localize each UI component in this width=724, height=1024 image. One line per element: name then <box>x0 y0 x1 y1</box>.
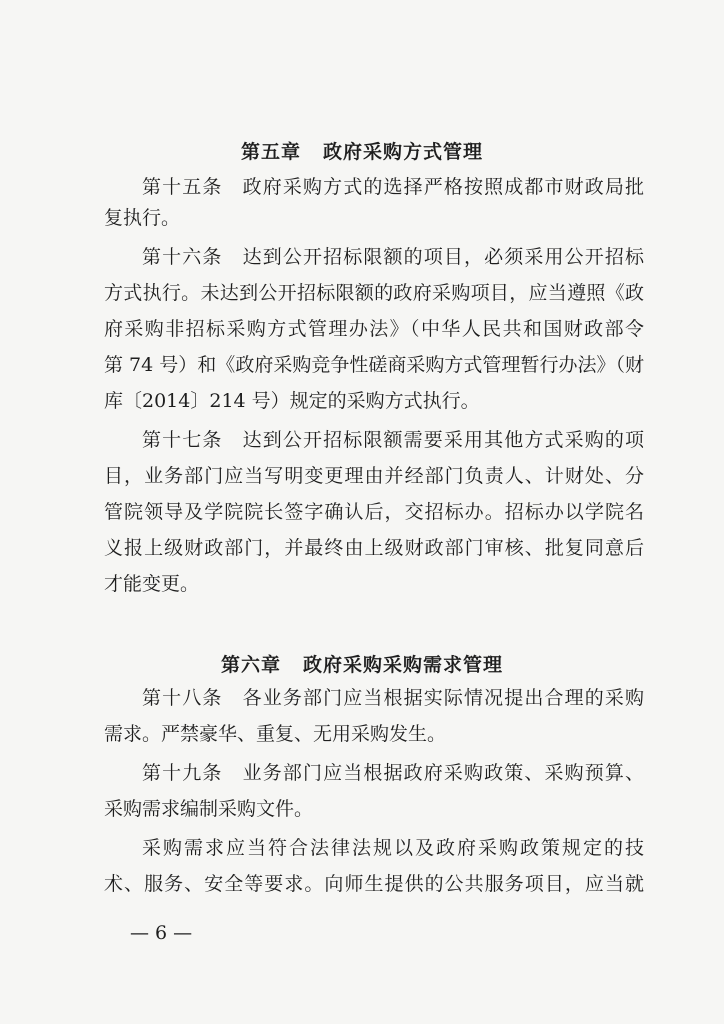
paragraph-line: 第 74 号）和《政府采购竞争性磋商采购方式管理暂行办法》（财 <box>104 354 644 376</box>
paragraph-line: 采购需求应当符合法律法规以及政府采购政策规定的技 <box>142 837 644 859</box>
paragraph-line: 第十六条 达到公开招标限额的项目，必须采用公开招标 <box>142 246 644 268</box>
paragraph-line: 术、服务、安全等要求。向师生提供的公共服务项目，应当就 <box>104 873 644 895</box>
chapter-5-title: 政府采购方式管理 <box>323 141 484 163</box>
paragraph-line: 方式执行。未达到公开招标限额的政府采购项目，应当遵照《政 <box>104 282 644 304</box>
paragraph-line: 采购需求编制采购文件。 <box>104 798 314 820</box>
paragraph-line: 管院领导及学院院长签字确认后，交招标办。招标办以学院名 <box>104 501 644 523</box>
paragraph-line: 第十九条 业务部门应当根据政府采购政策、采购预算、 <box>142 762 644 784</box>
paragraph-line: 府采购非招标采购方式管理办法》（中华人民共和国财政部令 <box>104 318 644 340</box>
page-number: — 6 — <box>130 922 193 944</box>
chapter-6-number: 第六章 <box>220 654 281 676</box>
paragraph-line: 才能变更。 <box>104 573 200 595</box>
paragraph-line: 第十五条 政府采购方式的选择严格按照成都市财政局批 <box>142 176 644 198</box>
chapter-5-heading <box>0 137 724 164</box>
paragraph-line: 需求。严禁豪华、重复、无用采购发生。 <box>104 723 447 745</box>
chapter-5-number: 第五章 <box>240 141 301 163</box>
paragraph-line: 目，业务部门应当写明变更理由并经部门负责人、计财处、分 <box>104 465 644 487</box>
chapter-6-heading <box>0 650 724 677</box>
paragraph-line: 义报上级财政部门，并最终由上级财政部门审核、批复同意后 <box>104 537 644 559</box>
paragraph-line: 第十七条 达到公开招标限额需要采用其他方式采购的项 <box>142 429 644 451</box>
paragraph-line: 库〔2014〕214 号）规定的采购方式执行。 <box>104 390 480 412</box>
paragraph-line: 复执行。 <box>104 207 181 229</box>
chapter-6-title: 政府采购采购需求管理 <box>303 654 504 676</box>
paragraph-line: 第十八条 各业务部门应当根据实际情况提出合理的采购 <box>142 687 644 709</box>
